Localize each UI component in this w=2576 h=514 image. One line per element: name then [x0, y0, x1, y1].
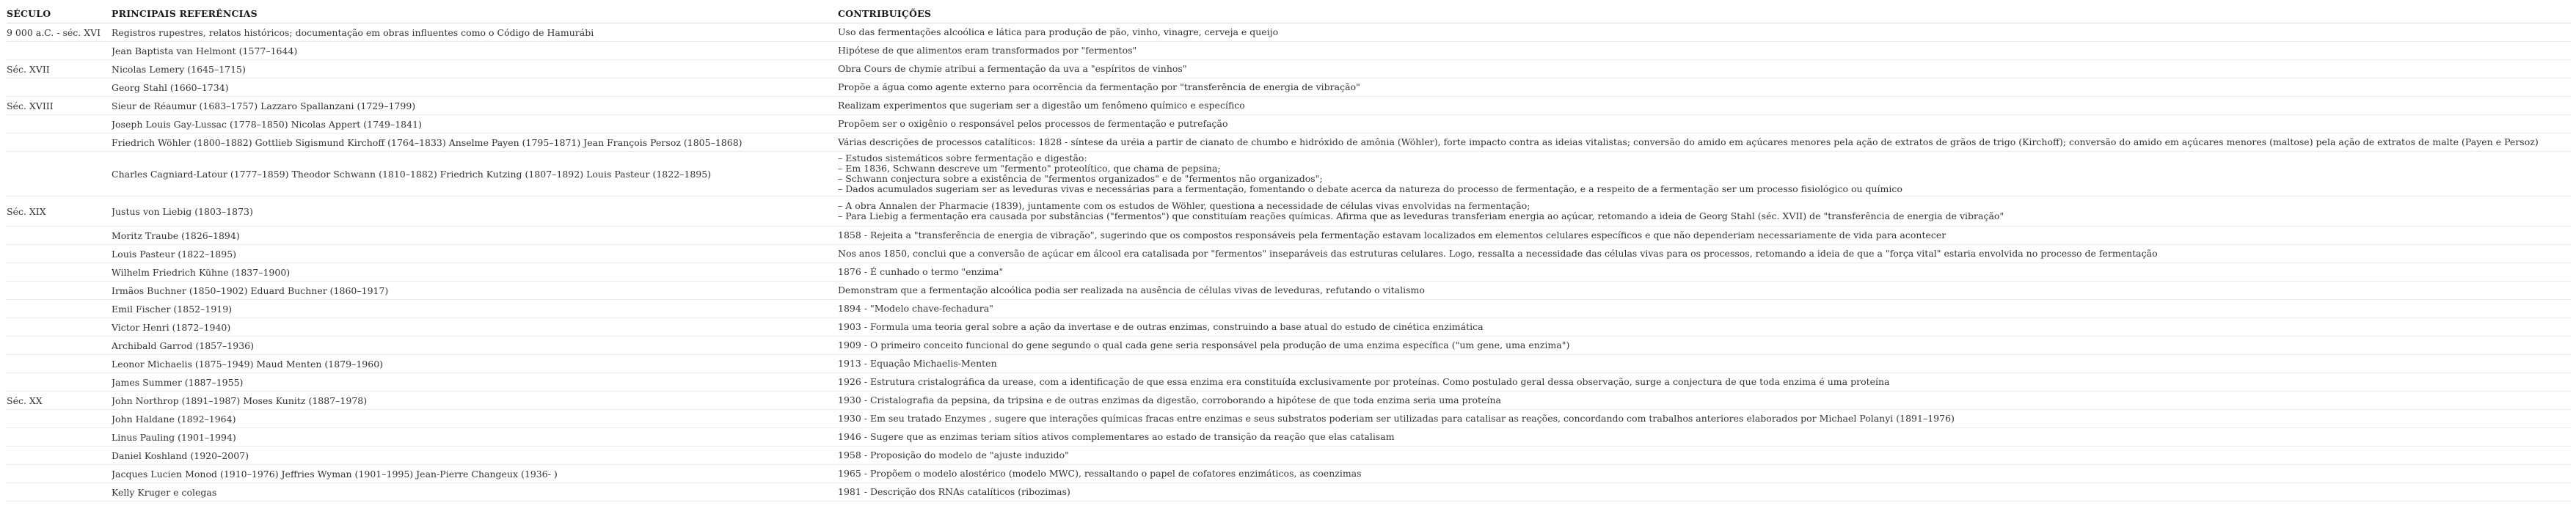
reference-cell: Moritz Traube (1826–1894): [112, 227, 838, 245]
century-cell: [7, 152, 112, 197]
contribution-line: Hipótese de que alimentos eram transformados por "fermentos": [838, 45, 1137, 56]
contribution-line: 1946 - Sugere que as enzimas teriam sítios ativos complementares ao estado de transição da reação que elas catalisam: [838, 431, 1395, 442]
contribution-line: Propõe a água como agente externo para ocorrência da fermentação por "transferência de energia de vibração": [838, 81, 1360, 92]
reference-cell: Jacques Lucien Monod (1910–1976) Jeffries Wyman (1901–1995) Jean-Pierre Changeux (1936- ): [112, 465, 838, 483]
table-row: [7, 263, 2571, 282]
table-body: [7, 23, 2571, 502]
reference-cell: Louis Pasteur (1822–1895): [112, 245, 838, 263]
century-cell: [7, 115, 112, 133]
century-cell: Séc. XIX: [7, 197, 112, 227]
contribution-line: – Dados acumulados sugeriam ser as leveduras vivas e necessárias para a fermentação, fomentando o debate acerca da natureza do processo de fermentação, e a respeito de a fermentação ser um processo fisiológico ou químico: [838, 183, 1902, 194]
contribution-cell: [838, 42, 2571, 60]
contribution-line: Demonstram que a fermentação alcoólica podia ser realizada na ausência de células vivas de leveduras, refutando o vitalismo: [838, 284, 1425, 295]
century-cell: Séc. XX: [7, 392, 112, 410]
table-row: [7, 337, 2571, 355]
reference-cell: Registros rupestres, relatos históricos; documentação em obras influentes como o Código de Hamurábi: [112, 23, 838, 42]
header-row: [7, 4, 2571, 23]
table-row: [7, 447, 2571, 465]
century-cell: [7, 465, 112, 483]
reference-cell: Archibald Garrod (1857–1936): [112, 337, 838, 355]
century-cell: 9 000 a.C. - séc. XVI: [7, 23, 112, 42]
contribution-line: 1930 - Em seu tratado Enzymes , sugere que interações químicas fracas entre enzimas e seus substratos poderiam ser utilizadas para catalisar as reações, concordando com trabalhos anteriores elaborados por Michael Polanyi (1891–1976): [838, 413, 1955, 424]
table-row: [7, 483, 2571, 502]
table-row: [7, 245, 2571, 263]
contribution-cell: [838, 97, 2571, 115]
reference-cell: Nicolas Lemery (1645–1715): [112, 60, 838, 78]
reference-cell: Emil Fischer (1852–1919): [112, 300, 838, 318]
table-row: [7, 318, 2571, 337]
reference-cell: John Northrop (1891–1987) Moses Kunitz (1887–1978): [112, 392, 838, 410]
reference-cell: Charles Cagniard-Latour (1777–1859) Theodor Schwann (1810–1882) Friedrich Kutzing (1807–1892) Louis Pasteur (1822–1895): [112, 152, 838, 197]
reference-cell: Victor Henri (1872–1940): [112, 318, 838, 337]
contribution-line: 1894 - "Modelo chave-fechadura": [838, 303, 993, 314]
century-cell: [7, 300, 112, 318]
reference-cell: John Haldane (1892–1964): [112, 410, 838, 428]
century-cell: [7, 318, 112, 337]
table-row: [7, 78, 2571, 97]
century-cell: [7, 483, 112, 502]
contribution-cell: [838, 197, 2571, 227]
table-row: [7, 465, 2571, 483]
table-row: [7, 282, 2571, 300]
contribution-cell: [838, 392, 2571, 410]
table-row: [7, 97, 2571, 115]
contribution-line: – Para Liebig a fermentação era causada por substâncias ("fermentos") que constituíam reações químicas. Afirma que as leveduras transferiam energia ao açúcar, retomando a ideia de Georg Stahl (séc. XVII) de "transferência de energia de vibração": [838, 210, 2004, 221]
century-cell: [7, 282, 112, 300]
contribution-line: Propõem ser o oxigênio o responsável pelos processos de fermentação e putrefação: [838, 118, 1228, 129]
contribution-line: 1913 - Equação Michaelis-Menten: [838, 358, 997, 369]
contribution-line: – Em 1836, Schwann descreve um "fermento" proteolítico, que chama de pepsina;: [838, 163, 1221, 174]
table-row: [7, 60, 2571, 78]
contribution-cell: [838, 78, 2571, 97]
reference-cell: Friedrich Wöhler (1800–1882) Gottlieb Sigismund Kirchoff (1764–1833) Anselme Payen (1795–1871) Jean François Persoz (1805–1868): [112, 133, 838, 152]
century-cell: [7, 263, 112, 282]
century-cell: [7, 245, 112, 263]
contribution-cell: [838, 263, 2571, 282]
contribution-line: – A obra Annalen der Pharmacie (1839), juntamente com os estudos de Wöhler, questiona a necessidade de células vivas envolvidas na fermentação;: [838, 200, 1530, 211]
table-row: [7, 428, 2571, 447]
contribution-cell: [838, 373, 2571, 392]
contribution-cell: [838, 337, 2571, 355]
contribution-line: 1909 - O primeiro conceito funcional do gene segundo o qual cada gene seria responsável pela produção de uma enzima específica ("um gene, uma enzima"): [838, 339, 1570, 350]
table-row: [7, 197, 2571, 227]
reference-cell: Georg Stahl (1660–1734): [112, 78, 838, 97]
contribution-cell: [838, 428, 2571, 447]
header-century: SÉCULO: [7, 4, 112, 23]
contribution-line: 1903 - Formula uma teoria geral sobre a ação da invertase e de outras enzimas, construindo a base atual do estudo de cinética enzimática: [838, 321, 1484, 332]
contribution-cell: [838, 465, 2571, 483]
reference-cell: James Summer (1887–1955): [112, 373, 838, 392]
contribution-line: 1858 - Rejeita a "transferência de energia de vibração", sugerindo que os compostos responsáveis pela fermentação estavam localizados em elementos celulares específicos e que não dependeriam necessariamente de vida para acontecer: [838, 230, 1946, 241]
contribution-cell: [838, 227, 2571, 245]
reference-cell: Daniel Koshland (1920–2007): [112, 447, 838, 465]
contribution-line: 1876 - É cunhado o termo "enzima": [838, 266, 1004, 277]
century-cell: [7, 355, 112, 373]
reference-cell: Justus von Liebig (1803–1873): [112, 197, 838, 227]
header-references: PRINCIPAIS REFERÊNCIAS: [112, 4, 838, 23]
contribution-line: Obra Cours de chymie atribui a fermentação da uva a "espíritos de vinhos": [838, 63, 1187, 74]
century-cell: [7, 410, 112, 428]
table-row: [7, 300, 2571, 318]
contribution-cell: [838, 245, 2571, 263]
table-row: [7, 42, 2571, 60]
century-cell: [7, 373, 112, 392]
century-cell: [7, 337, 112, 355]
contribution-line: – Estudos sistemáticos sobre fermentação e digestão:: [838, 153, 1087, 164]
contribution-cell: [838, 115, 2571, 133]
table-row: [7, 23, 2571, 42]
table-row: [7, 133, 2571, 152]
reference-cell: Wilhelm Friedrich Kühne (1837–1900): [112, 263, 838, 282]
century-cell: [7, 447, 112, 465]
header-contributions: CONTRIBUIÇÕES: [838, 4, 2571, 23]
contribution-cell: [838, 447, 2571, 465]
contribution-cell: [838, 60, 2571, 78]
table-row: [7, 115, 2571, 133]
reference-cell: Jean Baptista van Helmont (1577–1644): [112, 42, 838, 60]
century-cell: [7, 78, 112, 97]
contribution-cell: [838, 300, 2571, 318]
contribution-cell: [838, 133, 2571, 152]
contribution-line: Várias descrições de processos catalíticos: 1828 - síntese da uréia a partir de cianato de chumbo e hidróxido de amônia (Wöhler), forte impacto contra as ideias vitalistas; conversão do amido em açúcares menores pela ação de extratos de grãos de trigo (Kirchoff); conversão do amido em açúcares menores (maltose) pela ação de extratos de malte (Payen e Persoz): [838, 136, 2539, 147]
table-row: [7, 410, 2571, 428]
contribution-cell: [838, 355, 2571, 373]
table-row: [7, 227, 2571, 245]
reference-cell: Joseph Louis Gay-Lussac (1778–1850) Nicolas Appert (1749–1841): [112, 115, 838, 133]
table-row: [7, 392, 2571, 410]
contribution-line: 1958 - Proposição do modelo de "ajuste induzido": [838, 449, 1069, 460]
contribution-cell: [838, 483, 2571, 502]
century-cell: [7, 133, 112, 152]
contribution-line: 1930 - Cristalografia da pepsina, da tripsina e de outras enzimas da digestão, corroborando a hipótese de que toda enzima seria uma proteína: [838, 394, 1501, 405]
reference-cell: Kelly Kruger e colegas: [112, 483, 838, 502]
century-cell: Séc. XVII: [7, 60, 112, 78]
contribution-line: 1981 - Descrição dos RNAs catalíticos (ribozimas): [838, 486, 1070, 497]
table-row: [7, 373, 2571, 392]
century-cell: Séc. XVIII: [7, 97, 112, 115]
century-cell: [7, 428, 112, 447]
contribution-cell: [838, 282, 2571, 300]
contribution-line: – Schwann conjectura sobre a existência de "fermentos organizados" e de "fermentos não organizados";: [838, 173, 1323, 184]
table-row: [7, 355, 2571, 373]
century-cell: [7, 42, 112, 60]
contribution-line: 1965 - Propõem o modelo alostérico (modelo MWC), ressaltando o papel de cofatores enzimáticos, as coenzimas: [838, 468, 1362, 479]
reference-cell: Leonor Michaelis (1875–1949) Maud Menten (1879–1960): [112, 355, 838, 373]
contribution-cell: [838, 410, 2571, 428]
contribution-line: 1926 - Estrutura cristalográfica da urease, com a identificação de que essa enzima era constituída exclusivamente por proteínas. Como postulado geral dessa observação, surge a conjectura de que toda enzima é uma proteína: [838, 376, 1890, 387]
history-table: [7, 4, 2571, 502]
contribution-line: Realizam experimentos que sugeriam ser a digestão um fenômeno químico e específico: [838, 100, 1245, 111]
contribution-cell: [838, 23, 2571, 42]
contribution-line: Uso das fermentações alcoólica e lática para produção de pão, vinho, vinagre, cerveja e queijo: [838, 26, 1279, 37]
reference-cell: Irmãos Buchner (1850–1902) Eduard Buchner (1860–1917): [112, 282, 838, 300]
reference-cell: Linus Pauling (1901–1994): [112, 428, 838, 447]
contribution-cell: [838, 152, 2571, 197]
contribution-cell: [838, 318, 2571, 337]
century-cell: [7, 227, 112, 245]
contribution-line: Nos anos 1850, conclui que a conversão de açúcar em álcool era catalisada por "fermentos" inseparáveis das estruturas celulares. Logo, ressalta a necessidade das células vivas para os processos, retomando a ideia de que a "força vital" estaria envolvida no processo de fermentação: [838, 248, 2158, 259]
reference-cell: Sieur de Réaumur (1683–1757) Lazzaro Spallanzani (1729–1799): [112, 97, 838, 115]
table-row: [7, 152, 2571, 197]
